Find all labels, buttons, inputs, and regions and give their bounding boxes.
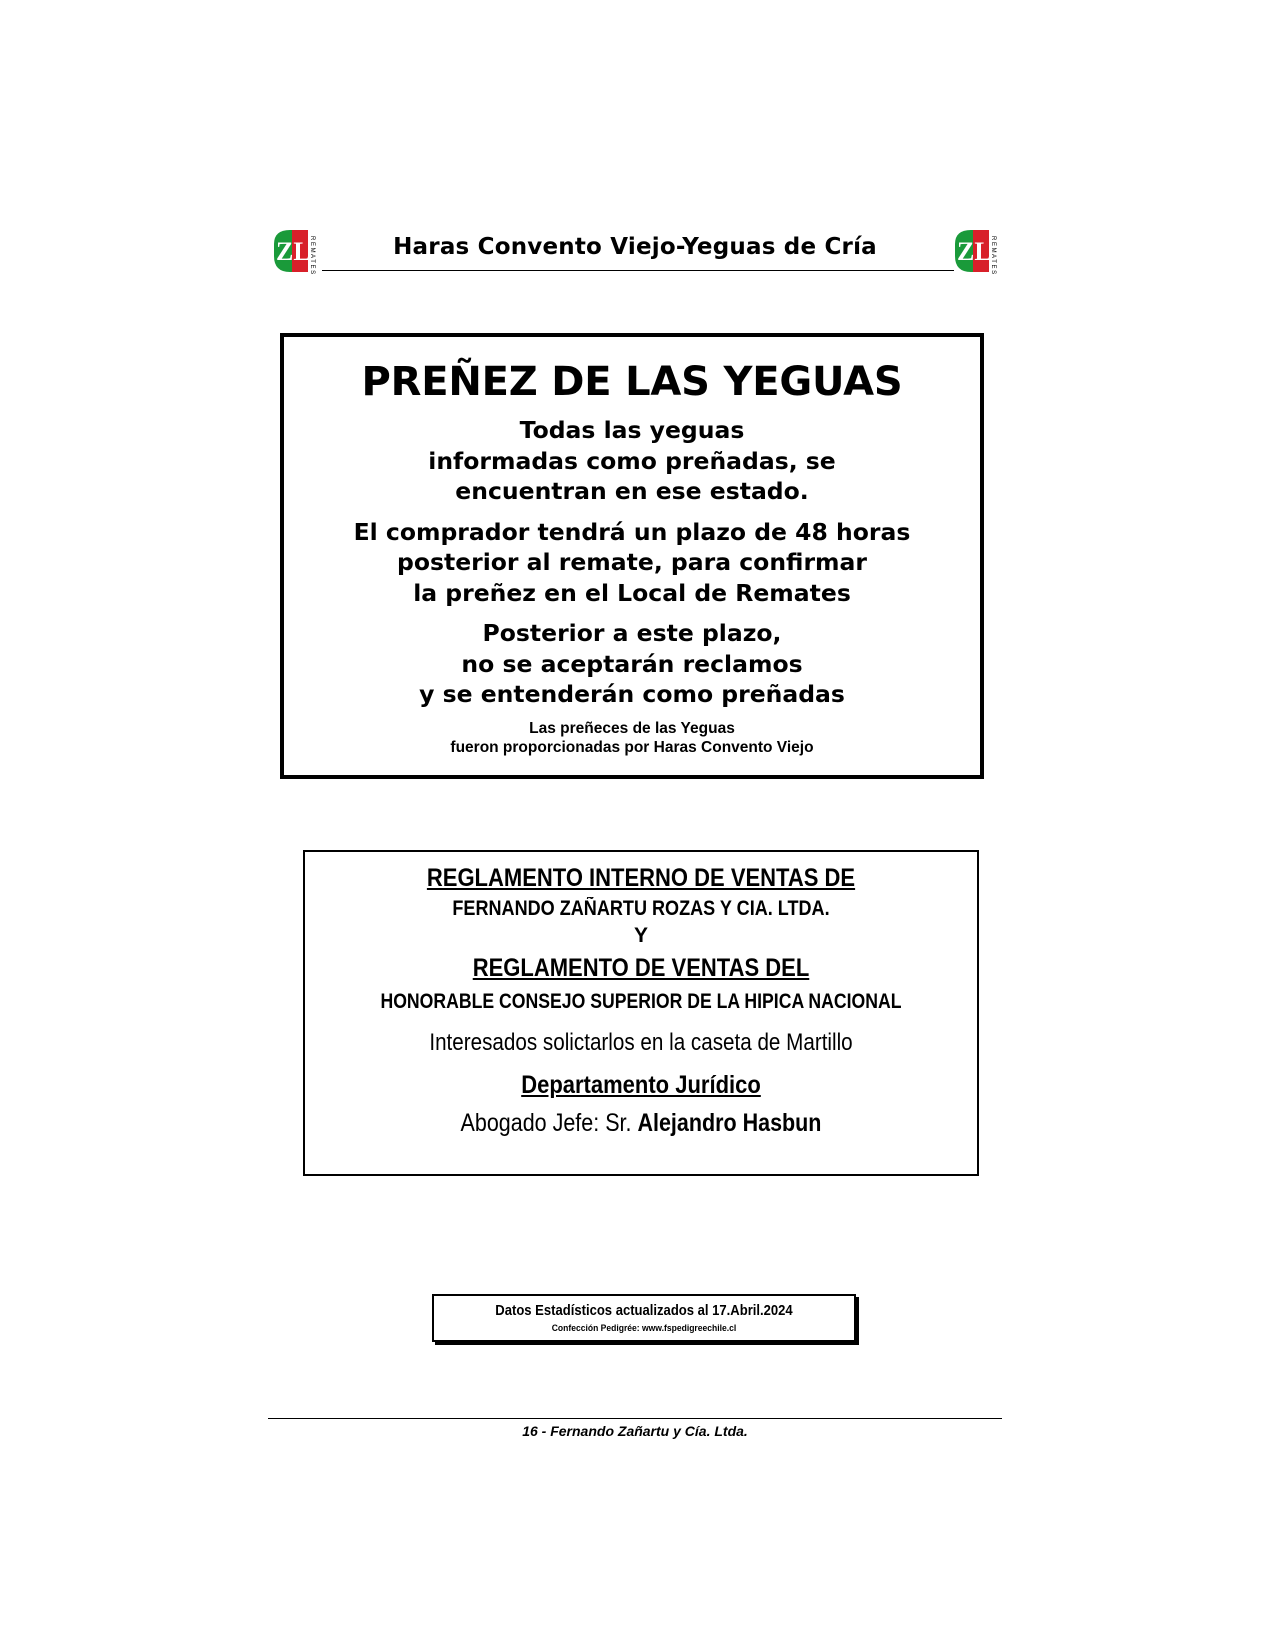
datos-estadisticos-box (432, 1294, 856, 1342)
reglamento-conjunction: Y (633, 924, 648, 947)
reglamento-heading-1: REGLAMENTO INTERNO DE VENTAS DE (426, 864, 856, 892)
reglamento-council: HONORABLE CONSEJO SUPERIOR DE LA HIPICA NACIONAL (380, 990, 902, 1013)
prenez-paragraph-3: Posterior a este plazo, no se aceptarán reclamos y se entenderán como preñadas (419, 619, 845, 708)
page-header-title: Haras Convento Viejo-Yeguas de Cría (393, 234, 877, 260)
reglamento-abogado (352, 1106, 930, 1140)
reglamento-interesados: Interesados solictarlos en la caseta de Martillo (429, 1029, 853, 1056)
header-rule (322, 270, 954, 271)
datos-pedigree-line: Confección Pedigrée: www.fspedigreechile.cl (551, 1323, 737, 1334)
footer-rule (268, 1418, 1002, 1419)
reglamento-company: FERNANDO ZAÑARTU ROZAS Y CIA. LTDA. (452, 897, 830, 920)
abogado-label: Abogado Jefe: Sr. (460, 1109, 632, 1137)
reglamento-box (303, 850, 979, 1176)
prenez-paragraph-2: El comprador tendrá un plazo de 48 horas posterior al remate, para confirmar la preñez en el Local de Remates (353, 517, 911, 607)
datos-updated-line: Datos Estadísticos actualizados al 17.Abril.2024 (495, 1303, 793, 1319)
prenez-notice-box (280, 333, 984, 779)
zl-remates-logo-left (272, 226, 322, 276)
svg-text:R E M A T E S: R E M A T E S (309, 236, 315, 275)
reglamento-heading-2: REGLAMENTO DE VENTAS DEL (472, 954, 810, 982)
prenez-paragraph-1: Todas las yeguas informadas como preñadas, se encuentran en ese estado. (428, 416, 836, 505)
zl-remates-logo-right (953, 226, 1003, 276)
prenez-source-note: Las preñeces de las Yeguas fueron proporcionadas por Haras Convento Viejo (450, 719, 814, 756)
svg-text:ZL: ZL (276, 237, 311, 266)
svg-text:ZL: ZL (957, 237, 992, 266)
abogado-name: Alejandro Hasbun (637, 1109, 822, 1137)
prenez-title: PREÑEZ DE LAS YEGUAS (361, 359, 903, 405)
page-footer: 16 - Fernando Zañartu y Cía. Ltda. (522, 1423, 748, 1439)
svg-text:R E M A T E S: R E M A T E S (990, 236, 996, 275)
reglamento-departamento: Departamento Jurídico (521, 1071, 761, 1099)
